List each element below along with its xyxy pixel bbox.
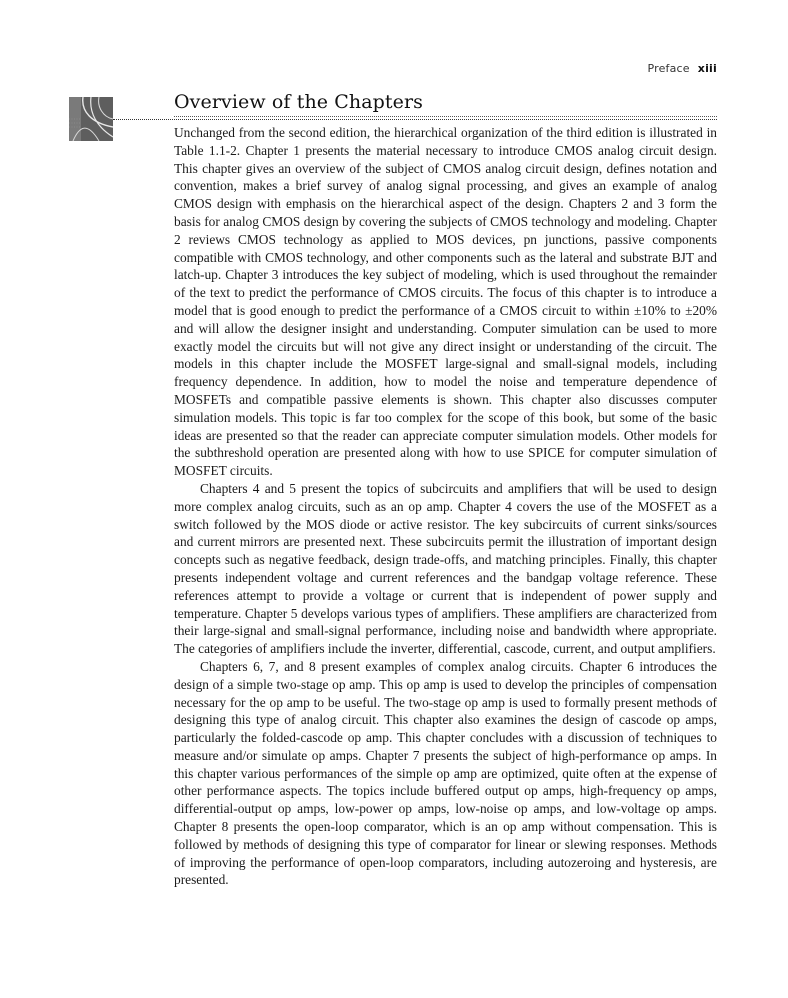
running-header	[647, 62, 717, 75]
title-underline	[174, 116, 717, 117]
section-title: Overview of the Chapters	[174, 91, 424, 113]
running-title: Preface	[647, 62, 690, 75]
paragraph: Unchanged from the second edition, the hierarchical organization of the third edition is illustrated in Table 1.1-2. Chapter 1 presents the material necessary to introduce CMOS analog circuit design. This chapter gives an overview of the subject of CMOS analog circuit design, defines notation and convention, makes a brief survey of analog signal processing, and gives an example of analog CMOS design with emphasis on the hierarchical aspect of the design. Chapters 2 and 3 form the basis for analog CMOS design by covering the subjects of CMOS technology and modeling. Chapter 2 reviews CMOS technology as applied to MOS devices, pn junctions, passive components compatible with CMOS technology, and other components such as the lateral and substrate BJT and latch-up. Chapter 3 introduces the key subject of modeling, which is used throughout the remainder of the text to predict the performance of CMOS circuits. The focus of this chapter is to introduce a model that is good enough to predict the performance of a CMOS circuit to within ±10% to ±20% and will allow the designer insight and understanding. Computer simulation can be used to more exactly model the circuits but will not give any direct insight or understanding of the circuit. The models in this chapter include the MOSFET large-signal and small-signal models, including frequency dependence. In addition, how to model the noise and temperature dependence of MOSFETs and compatible passive elements is shown. This chapter also discusses computer simulation models. This topic is far too complex for the scope of this book, but some of the basic ideas are presented so that the reader can appreciate computer simulation models. Other models for the subthreshold operation are presented along with how to use SPICE for computer simulation of MOSFET circuits.	[174, 125, 717, 479]
page-number: xiii	[697, 62, 717, 75]
chapter-section-icon	[69, 97, 113, 141]
section-divider	[113, 119, 717, 120]
paragraph: Chapters 6, 7, and 8 present examples of complex analog circuits. Chapter 6 introduces the design of a simple two-stage op amp. This op amp is used to develop the principles of compensation necessary for the op amp to be useful. The two-stage op amp is used to formally present methods of designing this type of analog circuit. This chapter also examines the design of cascode op amps, particularly the folded-cascode op amp. This chapter concludes with a discussion of techniques to measure and/or simulate op amps. Chapter 7 presents the subject of high-performance op amps. In this chapter various performances of the simple op amp are optimized, quite often at the expense of other performance aspects. The topics include buffered output op amps, high-frequency op amps, differential-output op amps, low-power op amps, low-noise op amps, and low-voltage op amps. Chapter 8 presents the open-loop comparator, which is an op amp without compensation. This is followed by methods of designing this type of comparator for linear or slewing responses. Methods of improving the performance of open-loop comparators, including autozeroing and hysteresis, are presented.	[174, 658, 717, 888]
paragraph: Chapters 4 and 5 present the topics of subcircuits and amplifiers that will be used to design more complex analog circuits, such as an op amp. Chapter 4 covers the use of the MOSFET as a switch followed by the MOS diode or active resistor. The key subcircuits of current sinks/sources and current mirrors are presented next. These subcircuits permit the illustration of important design concepts such as negative feedback, design trade-offs, and matching principles. Finally, this chapter presents independent voltage and current references and the bandgap voltage reference. These references attempt to provide a voltage or current that is independent of power supply and temperature. Chapter 5 develops various types of amplifiers. These amplifiers are characterized from their large-signal and small-signal performance, including noise and bandwidth where appropriate. The categories of amplifiers include the inverter, differential, cascode, current, and output amplifiers.	[174, 480, 717, 657]
body-text	[174, 124, 717, 889]
